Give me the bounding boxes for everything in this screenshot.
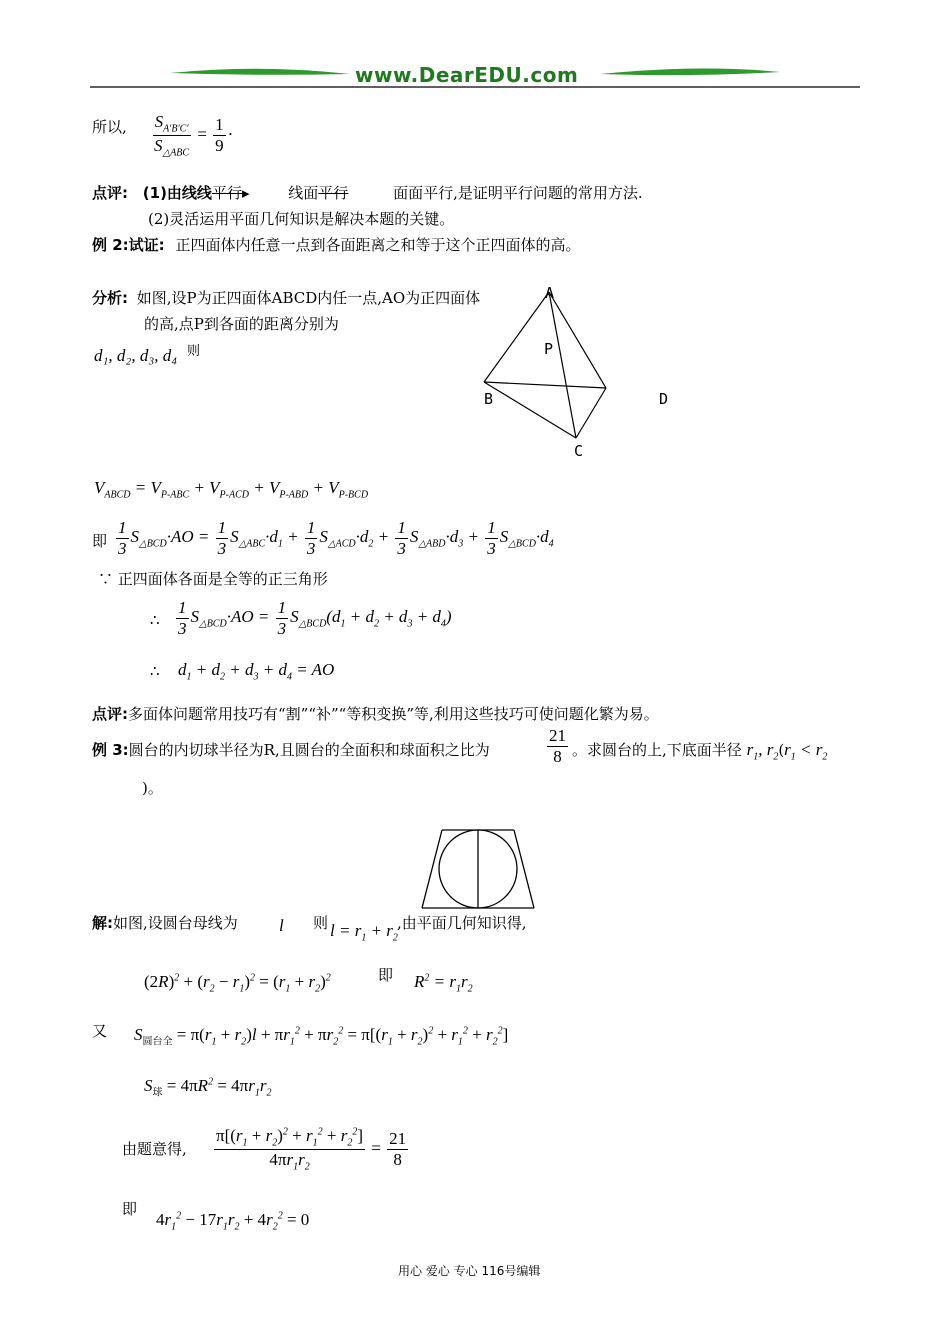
by-question-label: 由题意得, (122, 1140, 187, 1158)
sphere-area-equation: $S_球 = 4\pi R^2 = 4\pi r_1r_2$ (144, 1076, 272, 1099)
comment-1-part-b: 平行 (211, 184, 242, 202)
example-3-paren: ( (778, 741, 785, 759)
ji-label-3: 即 (122, 1200, 138, 1218)
therefore-symbol-1: ∴ (150, 611, 160, 629)
frustum-area-equation: $S_{圆台全} = \pi(r_1 + r_2)l + \pi r_1^2 + \pi r_2^2 = \pi[(r_1 + r_2)^2 + r_1^2 + r_2^2]$ (134, 1025, 509, 1048)
solution-label: 解: (92, 914, 113, 932)
comment-2-label: 点评: (92, 705, 128, 723)
example-3-text-2-wrap: 。求圆台的上,下底面半径 $r_1$, $r_2(r_1 < r_2$ (572, 740, 828, 763)
header-swoosh-right (600, 68, 780, 75)
footer-text: 用心 爱心 专心 116号编辑 (398, 1264, 541, 1278)
distances-text: d₁, d₂, d₃, d₄ (94, 346, 178, 365)
tetrahedron-diagram (470, 280, 690, 470)
then-label: 则 (187, 344, 201, 359)
header-swoosh-left (170, 69, 350, 75)
comment-1-part-c: 线面 (288, 184, 319, 202)
pythagoras-equation: $(2R)^2 + (r_2 - r_1)^2 = (r_1 + r_2)^2$ (144, 972, 331, 995)
therefore-symbol-2: ∴ (150, 662, 160, 680)
ratio-21-8: $\frac{21}{8}$ (549, 726, 566, 766)
vertex-A-label: A (545, 284, 555, 302)
comment-2 (92, 703, 659, 724)
solution-then: 则 (313, 914, 329, 932)
vertex-D-label: D (659, 390, 669, 408)
solution-text-2: ,由平面几何知识得, (397, 914, 527, 932)
therefore-equation-1: $\frac{1}{3}$ $S_{\triangle BCD}\cdot AO$ = $\frac{1}{3}$ $S_{\triangle BCD}(d_1 + d_2 + d_3 + d_4)$ (178, 598, 452, 638)
solution-line-1 (92, 912, 238, 933)
example-3-text-2: 。求圆台的上,下底面半径 (572, 741, 742, 759)
edge-AB (484, 292, 549, 382)
comment-1-line-2: (2)灵活运用平面几何知识是解决本题的关键。 (148, 210, 455, 228)
comment-1 (92, 182, 643, 203)
analysis-line-2: 的高,点P到各面的距离分别为 (144, 315, 339, 333)
distances-list (94, 346, 177, 366)
header-site-name: www.DearEDU.com (355, 63, 579, 87)
ji-label-2: 即 (378, 966, 394, 984)
edge-BD (484, 382, 606, 388)
so-label: 所以, (92, 118, 127, 136)
volume-expanded-equation: $\frac{1}{3}$ $S_{\triangle BCD}\cdot AO$ = $\frac{1}{3}$ $S_{\triangle ABC}\cdot d_1$ + $\frac{1}{3}$ $S_{\triangle ACD}\cdot d_2$ + $\frac{1}{3}$ $S_{\triangle ABD}\cdot d_3$ + $\frac{1}{3}$ $S_{\triangle BCD}\cdot d_4$ (118, 518, 554, 558)
generatrix-equation: $l = r_1 + r_2$ (330, 921, 398, 944)
comment-1-part-d: 平行 (318, 184, 349, 202)
analysis-text-1: 如图,设P为正四面体ABCD内任一点,AO为正四面体 (136, 289, 481, 307)
example-3-text-1: 圆台的内切球半径为R,且圆台的全面积和球面积之比为 (128, 741, 490, 759)
solution-text-1: 如图,设圆台母线为 (113, 914, 238, 932)
volume-equation: $V_{ABCD} = V_{P-ABC} + V_{P-ACD} + V_{P-ABD} + V_{P-BCD}$ (94, 478, 369, 501)
comment-2-text: 多面体问题常用技巧有“割”“补”“等积变换”等,利用这些技巧可使问题化繁为易。 (128, 705, 659, 723)
ji-label: 即 (92, 532, 108, 550)
example-3-end: )。 (142, 779, 163, 797)
vertex-B-label: B (484, 390, 494, 408)
edge-BC (484, 382, 576, 438)
because-line: ∵ 正四面体各面是全等的正三角形 (98, 570, 328, 588)
example-2-text: 正四面体内任意一点到各面距离之和等于这个正四面体的高。 (175, 236, 581, 254)
point-P-label: P (544, 340, 554, 358)
example-2 (92, 234, 580, 255)
quadratic-equation: $4r_1^2 - 17r_1r_2 + 4r_2^2 = 0$ (156, 1210, 310, 1233)
generatrix-symbol: l (279, 916, 284, 935)
comment-1-part-a: (1)由线线 (142, 184, 212, 202)
frustum-diagram (418, 822, 538, 914)
r-squared-equation: $R^2 = r_1r_2$ (414, 972, 473, 995)
comment-1-part-e: 面面平行,是证明平行问题的常用方法. (393, 184, 643, 202)
therefore-equation-2: $d_1 + d_2 + d_3 + d_4$ = AO (178, 660, 335, 683)
comment-1-label: 点评: (92, 184, 128, 202)
edge-CD (576, 388, 606, 438)
analysis-line-1 (92, 287, 480, 308)
arrow-icon: ▸ (241, 184, 250, 202)
area-ratio-formula: $\frac{S_{A'B'C'}}{S_{\triangle ABC}}$ = $\frac{1}{9}$ · (154, 112, 234, 159)
example-3 (92, 739, 490, 760)
example-3-label: 例 3: (92, 741, 129, 759)
analysis-label: 分析: (92, 289, 128, 307)
example-2-label: 例 2:试证: (92, 236, 165, 254)
ratio-equation: $\frac{\pi[(r_1 + r_2)^2 + r_1^2 + r_2^2]}{4\pi r_1r_2}$ = $\frac{21}{8}$ (216, 1126, 407, 1173)
vertex-C-label: C (574, 442, 584, 460)
you-label: 又 (92, 1022, 108, 1040)
